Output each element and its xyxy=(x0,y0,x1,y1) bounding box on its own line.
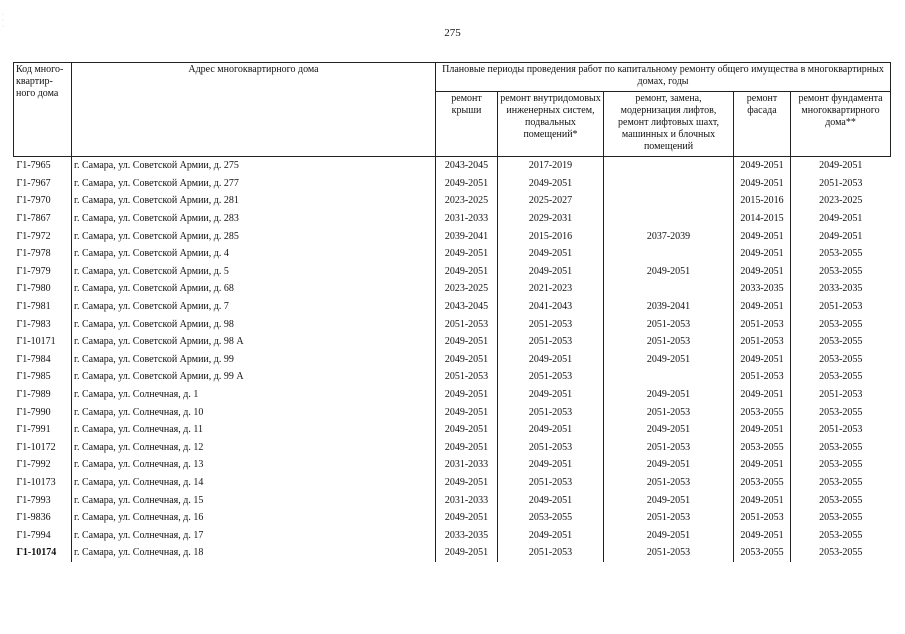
header-roof-repair: ремонт крыши xyxy=(436,92,498,157)
facade-period-cell: 2053-2055 xyxy=(734,439,791,457)
lifts-period-cell xyxy=(604,175,734,193)
address-cell: г. Самара, ул. Советской Армии, д. 99 xyxy=(72,351,436,369)
foundation-period-cell: 2049-2051 xyxy=(791,210,891,228)
building-code-cell: Г1-7970 xyxy=(16,195,51,207)
building-code-cell: Г1-7967 xyxy=(16,177,51,189)
foundation-period-cell: 2049-2051 xyxy=(791,227,891,245)
roof-period-cell: 2049-2051 xyxy=(436,333,498,351)
facade-period-cell: 2049-2051 xyxy=(734,157,791,175)
facade-period-cell: 2015-2016 xyxy=(734,192,791,210)
lifts-period-cell: 2049-2051 xyxy=(604,456,734,474)
building-code-cell: Г1-7989 xyxy=(16,389,51,401)
building-code-cell: Г1-10171 xyxy=(16,336,56,348)
address-cell: г. Самара, ул. Советской Армии, д. 98 А xyxy=(72,333,436,351)
facade-period-cell: 2049-2051 xyxy=(734,227,791,245)
roof-period-cell: 2049-2051 xyxy=(436,386,498,404)
facade-period-cell: 2049-2051 xyxy=(734,351,791,369)
building-code-cell: Г1-7978 xyxy=(16,248,51,260)
facade-period-cell: 2014-2015 xyxy=(734,210,791,228)
table-row xyxy=(14,315,891,333)
lifts-period-cell: 2051-2053 xyxy=(604,544,734,562)
roof-period-cell: 2049-2051 xyxy=(436,263,498,281)
systems-period-cell: 2017-2019 xyxy=(498,157,604,175)
lifts-period-cell xyxy=(604,157,734,175)
building-code-cell: Г1-7980 xyxy=(16,283,51,295)
building-code-cell: Г1-9836 xyxy=(16,512,51,524)
lifts-period-cell: 2049-2051 xyxy=(604,386,734,404)
address-cell: г. Самара, ул. Солнечная, д. 14 xyxy=(72,474,436,492)
address-cell: г. Самара, ул. Советской Армии, д. 277 xyxy=(72,175,436,193)
table-row xyxy=(14,333,891,351)
facade-period-cell: 2051-2053 xyxy=(734,333,791,351)
foundation-period-cell: 2053-2055 xyxy=(791,456,891,474)
table-row xyxy=(14,526,891,544)
roof-period-cell: 2049-2051 xyxy=(436,245,498,263)
lifts-period-cell xyxy=(604,210,734,228)
roof-period-cell: 2049-2051 xyxy=(436,474,498,492)
lifts-period-cell: 2039-2041 xyxy=(604,298,734,316)
building-code-cell: Г1-10173 xyxy=(16,476,56,488)
table-header xyxy=(14,63,891,157)
address-cell: г. Самара, ул. Солнечная, д. 13 xyxy=(72,456,436,474)
address-cell: г. Самара, ул. Советской Армии, д. 5 xyxy=(72,263,436,281)
roof-period-cell: 2039-2041 xyxy=(436,227,498,245)
building-code-cell: Г1-10172 xyxy=(16,441,56,453)
foundation-period-cell: 2049-2051 xyxy=(791,157,891,175)
building-code-cell: Г1-7990 xyxy=(16,406,51,418)
foundation-period-cell: 2053-2055 xyxy=(791,544,891,562)
lifts-period-cell: 2051-2053 xyxy=(604,403,734,421)
foundation-period-cell: 2053-2055 xyxy=(791,368,891,386)
systems-period-cell: 2051-2053 xyxy=(498,403,604,421)
address-cell: г. Самара, ул. Солнечная, д. 18 xyxy=(72,544,436,562)
foundation-period-cell: 2051-2053 xyxy=(791,298,891,316)
systems-period-cell: 2049-2051 xyxy=(498,456,604,474)
header-foundation-repair: ремонт фундамента многоквартирного дома** xyxy=(791,92,891,157)
address-cell: г. Самара, ул. Советской Армии, д. 275 xyxy=(72,157,436,175)
building-code-cell: Г1-7992 xyxy=(16,459,51,471)
lifts-period-cell: 2051-2053 xyxy=(604,509,734,527)
lifts-period-cell xyxy=(604,245,734,263)
table-row xyxy=(14,456,891,474)
facade-period-cell: 2033-2035 xyxy=(734,280,791,298)
table-row xyxy=(14,368,891,386)
roof-period-cell: 2033-2035 xyxy=(436,526,498,544)
header-building-code: Код много-квартир-ного дома xyxy=(14,63,72,157)
systems-period-cell: 2053-2055 xyxy=(498,509,604,527)
address-cell: г. Самара, ул. Советской Армии, д. 283 xyxy=(72,210,436,228)
lifts-period-cell: 2051-2053 xyxy=(604,333,734,351)
building-code-cell: Г1-7994 xyxy=(16,529,51,541)
table-row xyxy=(14,439,891,457)
systems-period-cell: 2029-2031 xyxy=(498,210,604,228)
systems-period-cell: 2049-2051 xyxy=(498,386,604,404)
address-cell: г. Самара, ул. Советской Армии, д. 99 А xyxy=(72,368,436,386)
roof-period-cell: 2049-2051 xyxy=(436,351,498,369)
systems-period-cell: 2051-2053 xyxy=(498,544,604,562)
address-cell: г. Самара, ул. Солнечная, д. 1 xyxy=(72,386,436,404)
systems-period-cell: 2025-2027 xyxy=(498,192,604,210)
address-cell: г. Самара, ул. Солнечная, д. 10 xyxy=(72,403,436,421)
roof-period-cell: 2031-2033 xyxy=(436,210,498,228)
facade-period-cell: 2049-2051 xyxy=(734,526,791,544)
building-code-cell: Г1-7979 xyxy=(16,265,51,277)
facade-period-cell: 2049-2051 xyxy=(734,386,791,404)
foundation-period-cell: 2053-2055 xyxy=(791,509,891,527)
capital-repair-schedule-table xyxy=(13,62,891,562)
table-row xyxy=(14,403,891,421)
systems-period-cell: 2049-2051 xyxy=(498,526,604,544)
foundation-period-cell: 2053-2055 xyxy=(791,315,891,333)
building-code-cell: Г1-7983 xyxy=(16,318,51,330)
building-code-cell: Г1-10174 xyxy=(16,547,57,559)
roof-period-cell: 2051-2053 xyxy=(436,315,498,333)
systems-period-cell: 2049-2051 xyxy=(498,491,604,509)
building-code-cell: Г1-7867 xyxy=(16,213,51,225)
systems-period-cell: 2051-2053 xyxy=(498,333,604,351)
address-cell: г. Самара, ул. Солнечная, д. 12 xyxy=(72,439,436,457)
roof-period-cell: 2043-2045 xyxy=(436,298,498,316)
table-row xyxy=(14,157,891,175)
systems-period-cell: 2049-2051 xyxy=(498,351,604,369)
table-row xyxy=(14,544,891,562)
table-row xyxy=(14,421,891,439)
table-row xyxy=(14,351,891,369)
foundation-period-cell: 2023-2025 xyxy=(791,192,891,210)
lifts-period-cell: 2049-2051 xyxy=(604,421,734,439)
table-row xyxy=(14,263,891,281)
systems-period-cell: 2049-2051 xyxy=(498,421,604,439)
address-cell: г. Самара, ул. Советской Армии, д. 4 xyxy=(72,245,436,263)
building-code-cell: Г1-7965 xyxy=(16,160,51,172)
roof-period-cell: 2049-2051 xyxy=(436,439,498,457)
lifts-period-cell: 2049-2051 xyxy=(604,491,734,509)
lifts-period-cell: 2049-2051 xyxy=(604,351,734,369)
roof-period-cell: 2049-2051 xyxy=(436,544,498,562)
foundation-period-cell: 2033-2035 xyxy=(791,280,891,298)
table-row xyxy=(14,210,891,228)
header-planned-periods: Плановые периоды проведения работ по капитальному ремонту общего имущества в многоквартирных домах, годы xyxy=(436,63,891,92)
table-row xyxy=(14,227,891,245)
building-code-cell: Г1-7993 xyxy=(16,494,51,506)
page-number: 275 xyxy=(444,27,461,39)
foundation-period-cell: 2053-2055 xyxy=(791,333,891,351)
systems-period-cell: 2049-2051 xyxy=(498,175,604,193)
header-lifts-repair: ремонт, замена, модернизация лифтов, ремонт лифтовых шахт, машинных и блочных помещений xyxy=(604,92,734,157)
facade-period-cell: 2049-2051 xyxy=(734,175,791,193)
facade-period-cell: 2053-2055 xyxy=(734,403,791,421)
lifts-period-cell: 2049-2051 xyxy=(604,526,734,544)
address-cell: г. Самара, ул. Советской Армии, д. 285 xyxy=(72,227,436,245)
address-cell: г. Самара, ул. Солнечная, д. 11 xyxy=(72,421,436,439)
roof-period-cell: 2049-2051 xyxy=(436,421,498,439)
roof-period-cell: 2051-2053 xyxy=(436,368,498,386)
systems-period-cell: 2051-2053 xyxy=(498,315,604,333)
building-code-cell: Г1-7991 xyxy=(16,424,51,436)
address-cell: г. Самара, ул. Солнечная, д. 17 xyxy=(72,526,436,544)
address-cell: г. Самара, ул. Солнечная, д. 15 xyxy=(72,491,436,509)
foundation-period-cell: 2053-2055 xyxy=(791,245,891,263)
foundation-period-cell: 2053-2055 xyxy=(791,526,891,544)
facade-period-cell: 2049-2051 xyxy=(734,421,791,439)
foundation-period-cell: 2053-2055 xyxy=(791,263,891,281)
lifts-period-cell: 2051-2053 xyxy=(604,315,734,333)
foundation-period-cell: 2053-2055 xyxy=(791,403,891,421)
table-row xyxy=(14,509,891,527)
foundation-period-cell: 2051-2053 xyxy=(791,421,891,439)
address-cell: г. Самара, ул. Советской Армии, д. 98 xyxy=(72,315,436,333)
foundation-period-cell: 2051-2053 xyxy=(791,175,891,193)
lifts-period-cell xyxy=(604,280,734,298)
address-cell: г. Самара, ул. Солнечная, д. 16 xyxy=(72,509,436,527)
foundation-period-cell: 2051-2053 xyxy=(791,386,891,404)
building-code-cell: Г1-7981 xyxy=(16,301,51,313)
foundation-period-cell: 2053-2055 xyxy=(791,474,891,492)
table-row xyxy=(14,175,891,193)
facade-period-cell: 2051-2053 xyxy=(734,315,791,333)
facade-period-cell: 2049-2051 xyxy=(734,263,791,281)
roof-period-cell: 2043-2045 xyxy=(436,157,498,175)
table-row xyxy=(14,474,891,492)
table-row xyxy=(14,280,891,298)
lifts-period-cell xyxy=(604,368,734,386)
lifts-period-cell: 2049-2051 xyxy=(604,263,734,281)
facade-period-cell: 2053-2055 xyxy=(734,474,791,492)
table-row xyxy=(14,192,891,210)
roof-period-cell: 2031-2033 xyxy=(436,456,498,474)
header-facade-repair: ремонт фасада xyxy=(734,92,791,157)
systems-period-cell: 2049-2051 xyxy=(498,245,604,263)
systems-period-cell: 2051-2053 xyxy=(498,439,604,457)
header-address: Адрес многоквартирного дома xyxy=(72,63,436,157)
building-code-cell: Г1-7985 xyxy=(16,371,51,383)
lifts-period-cell: 2051-2053 xyxy=(604,439,734,457)
address-cell: г. Самара, ул. Советской Армии, д. 281 xyxy=(72,192,436,210)
lifts-period-cell: 2037-2039 xyxy=(604,227,734,245)
roof-period-cell: 2049-2051 xyxy=(436,509,498,527)
systems-period-cell: 2021-2023 xyxy=(498,280,604,298)
facade-period-cell: 2049-2051 xyxy=(734,491,791,509)
roof-period-cell: 2049-2051 xyxy=(436,175,498,193)
roof-period-cell: 2023-2025 xyxy=(436,192,498,210)
roof-period-cell: 2023-2025 xyxy=(436,280,498,298)
address-cell: г. Самара, ул. Советской Армии, д. 7 xyxy=(72,298,436,316)
foundation-period-cell: 2053-2055 xyxy=(791,491,891,509)
systems-period-cell: 2041-2043 xyxy=(498,298,604,316)
building-code-cell: Г1-7972 xyxy=(16,230,51,242)
facade-period-cell: 2049-2051 xyxy=(734,456,791,474)
table-body xyxy=(14,157,891,562)
foundation-period-cell: 2053-2055 xyxy=(791,439,891,457)
roof-period-cell: 2049-2051 xyxy=(436,403,498,421)
facade-period-cell: 2053-2055 xyxy=(734,544,791,562)
roof-period-cell: 2031-2033 xyxy=(436,491,498,509)
lifts-period-cell xyxy=(604,192,734,210)
table-row xyxy=(14,491,891,509)
scan-margin-mark: · · · xyxy=(2,12,4,30)
systems-period-cell: 2049-2051 xyxy=(498,263,604,281)
table-row xyxy=(14,245,891,263)
table-row xyxy=(14,298,891,316)
facade-period-cell: 2051-2053 xyxy=(734,368,791,386)
systems-period-cell: 2051-2053 xyxy=(498,368,604,386)
foundation-period-cell: 2053-2055 xyxy=(791,351,891,369)
facade-period-cell: 2049-2051 xyxy=(734,298,791,316)
systems-period-cell: 2015-2016 xyxy=(498,227,604,245)
lifts-period-cell: 2051-2053 xyxy=(604,474,734,492)
facade-period-cell: 2051-2053 xyxy=(734,509,791,527)
header-systems-repair: ремонт внутридомовых инженерных систем, подвальных помещений* xyxy=(498,92,604,157)
table-row xyxy=(14,386,891,404)
address-cell: г. Самара, ул. Советской Армии, д. 68 xyxy=(72,280,436,298)
systems-period-cell: 2051-2053 xyxy=(498,474,604,492)
facade-period-cell: 2049-2051 xyxy=(734,245,791,263)
building-code-cell: Г1-7984 xyxy=(16,353,51,365)
